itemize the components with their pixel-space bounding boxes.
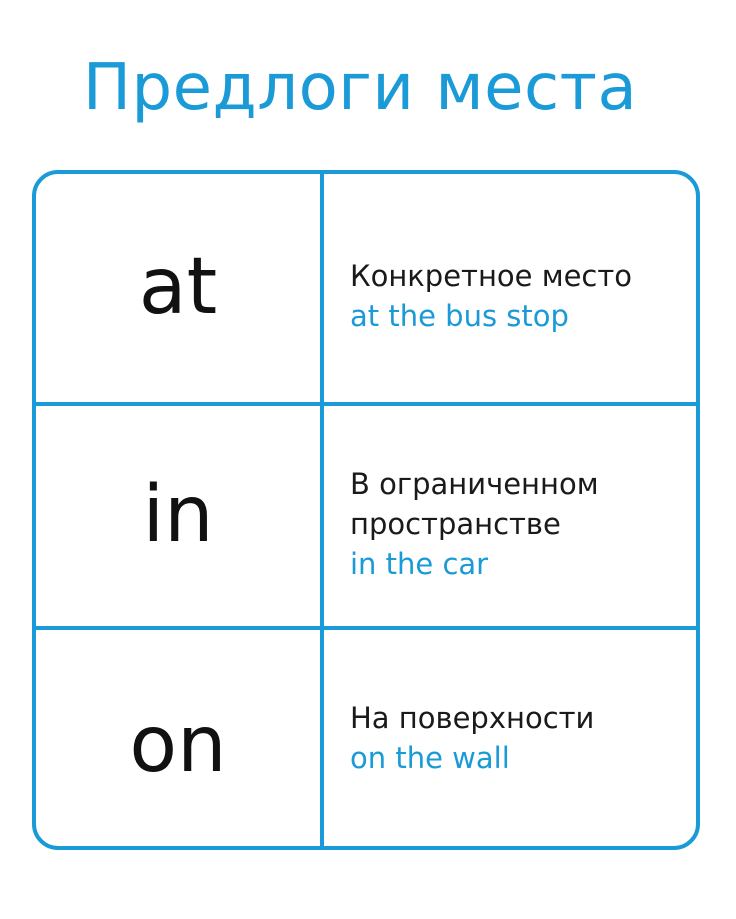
preposition-word: at — [138, 242, 218, 332]
preposition-description — [350, 464, 690, 584]
example-text: at the bus stop — [350, 299, 569, 333]
page-title: Предлоги места — [82, 51, 638, 125]
preposition-description — [350, 256, 690, 336]
table-row — [36, 402, 696, 630]
example-text: on the wall — [350, 741, 510, 775]
table-row — [36, 174, 696, 402]
description-text: В ограниченном — [350, 467, 599, 501]
preposition-description — [350, 698, 690, 778]
example-text: in the car — [350, 547, 489, 581]
preposition-word: in — [142, 470, 214, 560]
description-text: На поверхности — [350, 701, 595, 735]
prepositions-table — [32, 170, 700, 850]
preposition-word: on — [129, 700, 227, 790]
table-row — [36, 626, 696, 850]
description-text: Конкретное место — [350, 259, 633, 293]
description-text: пространстве — [350, 507, 561, 541]
